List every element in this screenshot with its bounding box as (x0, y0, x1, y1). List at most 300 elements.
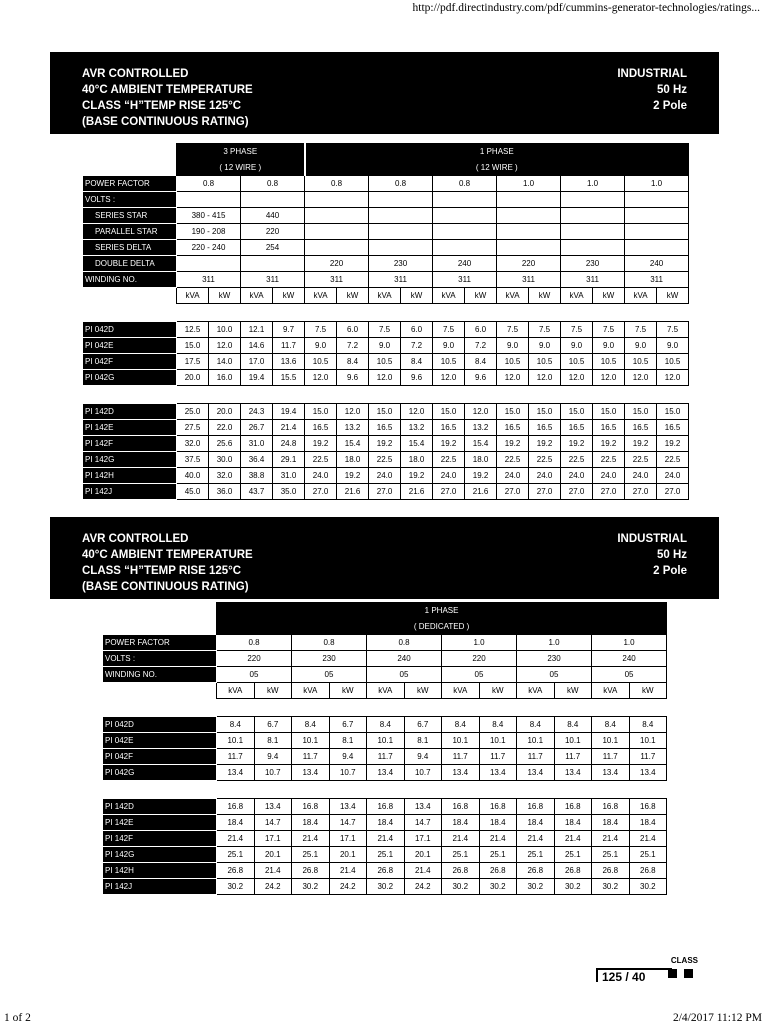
unit-kw-label: kW (404, 683, 442, 699)
unit-kw-label: kW (273, 288, 305, 304)
rating-value-cell: 30.2 (629, 879, 667, 895)
empty-cell (305, 208, 369, 224)
rating-value-cell: 21.4 (292, 831, 330, 847)
rating-value-cell: 11.7 (367, 749, 405, 765)
rating-value-cell: 13.6 (273, 354, 305, 370)
power-factor-value: 1.0 (561, 176, 625, 192)
table-row (103, 765, 667, 781)
model-label: PI 042F (103, 749, 217, 765)
empty-cell (497, 208, 561, 224)
empty-cell (305, 240, 369, 256)
rating-value-cell: 24.0 (561, 468, 593, 484)
rating-value-cell: 27.0 (305, 484, 337, 500)
rating-value-cell: 12.0 (465, 404, 497, 420)
rating-value-cell: 22.5 (433, 452, 465, 468)
rating-value-cell: 21.4 (554, 831, 592, 847)
rating-value-cell: 18.4 (479, 815, 517, 831)
rating-value-cell: 12.0 (657, 370, 689, 386)
rating-banner-1 (50, 52, 719, 134)
banner-line: 40°C AMBIENT TEMPERATURE (82, 84, 253, 96)
table-row (83, 452, 689, 468)
unit-kva-label: kVA (517, 683, 555, 699)
empty-corner (103, 619, 217, 635)
spacer-cell (103, 781, 667, 799)
unit-kw-label: kW (593, 288, 625, 304)
rating-value-cell: 16.5 (497, 420, 529, 436)
rating-value-cell: 24.0 (497, 468, 529, 484)
rating-value-cell: 9.4 (254, 749, 292, 765)
rating-value-cell: 24.2 (329, 879, 367, 895)
rating-value-cell: 9.0 (561, 338, 593, 354)
rating-value-cell: 16.5 (561, 420, 593, 436)
table-row (103, 749, 667, 765)
rating-value-cell: 15.0 (561, 404, 593, 420)
power-factor-value: 0.8 (217, 635, 292, 651)
unit-kva-label: kVA (433, 288, 465, 304)
rating-value-cell: 21.4 (517, 831, 555, 847)
rating-value-cell: 13.4 (292, 765, 330, 781)
rating-value-cell: 9.7 (273, 322, 305, 338)
rating-value-cell: 15.0 (657, 404, 689, 420)
rating-value-cell: 19.2 (497, 436, 529, 452)
rating-value-cell: 18.4 (592, 815, 630, 831)
empty-cell (369, 208, 433, 224)
rating-value-cell: 30.2 (217, 879, 255, 895)
table-row (83, 338, 689, 354)
rating-value-cell: 13.4 (442, 765, 480, 781)
unit-kw-label: kW (254, 683, 292, 699)
rating-value-cell: 19.2 (465, 468, 497, 484)
winding-value: 311 (497, 272, 561, 288)
rating-value-cell: 19.2 (561, 436, 593, 452)
unit-kw-label: kW (329, 683, 367, 699)
rating-value-cell: 35.0 (273, 484, 305, 500)
unit-kw-label: kW (337, 288, 369, 304)
series-delta-label: SERIES DELTA (83, 240, 177, 256)
rating-value-cell: 21.6 (337, 484, 369, 500)
winding-value: 05 (592, 667, 667, 683)
rating-value-cell: 18.4 (292, 815, 330, 831)
spacer-cell (83, 386, 689, 404)
rating-value-cell: 15.0 (497, 404, 529, 420)
rating-value-cell: 13.2 (337, 420, 369, 436)
rating-value-cell: 6.7 (329, 717, 367, 733)
voltage-value: 254 (241, 240, 305, 256)
banner-line: (BASE CONTINUOUS RATING) (82, 581, 249, 593)
series-star-label: SERIES STAR (83, 208, 177, 224)
rating-value-cell: 15.5 (273, 370, 305, 386)
phase-header-row (103, 603, 667, 619)
rating-value-cell: 7.5 (593, 322, 625, 338)
rating-value-cell: 24.0 (369, 468, 401, 484)
table-row (83, 354, 689, 370)
rating-value-cell: 19.2 (369, 436, 401, 452)
rating-value-cell: 29.1 (273, 452, 305, 468)
empty-corner (83, 144, 177, 160)
power-factor-value: 1.0 (517, 635, 592, 651)
rating-value-cell: 25.1 (629, 847, 667, 863)
rating-value-cell: 30.0 (209, 452, 241, 468)
empty-corner (83, 288, 177, 304)
rating-value-cell: 18.0 (401, 452, 433, 468)
one-phase-title: 1 PHASE (217, 603, 667, 619)
rating-value-cell: 40.0 (177, 468, 209, 484)
rating-value-cell: 7.5 (497, 322, 529, 338)
rating-value-cell: 22.5 (369, 452, 401, 468)
rating-value-cell: 11.7 (273, 338, 305, 354)
winding-value: 05 (217, 667, 292, 683)
power-factor-value: 0.8 (367, 635, 442, 651)
rating-table-12-wire (82, 143, 689, 500)
rating-value-cell: 16.5 (305, 420, 337, 436)
rating-value-cell: 11.7 (554, 749, 592, 765)
banner-right-text (617, 66, 687, 114)
rating-value-cell: 8.1 (329, 733, 367, 749)
rating-value-cell: 12.0 (625, 370, 657, 386)
banner-line: AVR CONTROLLED (82, 68, 189, 80)
rating-value-cell: 21.4 (217, 831, 255, 847)
parallel-star-row (83, 224, 689, 240)
class-rating-logo (596, 956, 706, 980)
empty-cell (561, 240, 625, 256)
rating-value-cell: 17.0 (241, 354, 273, 370)
rating-value-cell: 16.8 (592, 799, 630, 815)
rating-value-cell: 10.1 (629, 733, 667, 749)
table-row (83, 404, 689, 420)
rating-value-cell: 16.8 (442, 799, 480, 815)
unit-kva-label: kVA (305, 288, 337, 304)
rating-value-cell: 9.6 (401, 370, 433, 386)
winding-label: WINDING NO. (83, 272, 177, 288)
voltage-value: 440 (241, 208, 305, 224)
rating-value-cell: 8.4 (442, 717, 480, 733)
winding-value: 311 (241, 272, 305, 288)
rating-value-cell: 8.4 (554, 717, 592, 733)
rating-value-cell: 19.2 (433, 436, 465, 452)
table-row (103, 799, 667, 815)
model-label: PI 142G (83, 452, 177, 468)
phase-subheader-row (103, 619, 667, 635)
rating-value-cell: 8.4 (479, 717, 517, 733)
model-label: PI 042F (83, 354, 177, 370)
rating-value-cell: 11.7 (592, 749, 630, 765)
empty-cell (433, 240, 497, 256)
voltage-value: 230 (292, 651, 367, 667)
rating-value-cell: 8.4 (217, 717, 255, 733)
rating-value-cell: 6.7 (254, 717, 292, 733)
rating-value-cell: 24.0 (529, 468, 561, 484)
empty-cell (625, 224, 689, 240)
rating-value-cell: 25.1 (292, 847, 330, 863)
voltage-value: 230 (517, 651, 592, 667)
rating-value-cell: 10.7 (404, 765, 442, 781)
rating-value-cell: 27.0 (561, 484, 593, 500)
table-row (103, 831, 667, 847)
rating-value-cell: 17.5 (177, 354, 209, 370)
rating-value-cell: 18.4 (554, 815, 592, 831)
banner-line: (BASE CONTINUOUS RATING) (82, 116, 249, 128)
rating-value-cell: 18.4 (217, 815, 255, 831)
table-row (103, 863, 667, 879)
rating-value-cell: 21.4 (329, 863, 367, 879)
rating-value-cell: 10.1 (554, 733, 592, 749)
rating-value-cell: 30.2 (367, 879, 405, 895)
voltage-value: 240 (592, 651, 667, 667)
rating-value-cell: 25.1 (592, 847, 630, 863)
rating-value-cell: 9.0 (305, 338, 337, 354)
spacer-row (83, 386, 689, 404)
table-row (83, 484, 689, 500)
rating-table-dedicated (102, 602, 667, 895)
rating-value-cell: 21.4 (273, 420, 305, 436)
voltage-value: 220 (497, 256, 561, 272)
model-label: PI 042E (103, 733, 217, 749)
rating-value-cell: 11.7 (517, 749, 555, 765)
rating-value-cell: 26.8 (442, 863, 480, 879)
rating-value-cell: 19.2 (305, 436, 337, 452)
page-count: 1 of 2 (4, 1012, 31, 1024)
empty-cell (497, 240, 561, 256)
rating-value-cell: 14.7 (254, 815, 292, 831)
power-factor-label: POWER FACTOR (103, 635, 217, 651)
rating-value-cell: 26.8 (367, 863, 405, 879)
unit-kw-label: kW (479, 683, 517, 699)
rating-value-cell: 10.5 (433, 354, 465, 370)
rating-value-cell: 26.8 (479, 863, 517, 879)
table-row (103, 847, 667, 863)
rating-value-cell: 8.4 (401, 354, 433, 370)
rating-value-cell: 26.8 (592, 863, 630, 879)
rating-value-cell: 26.8 (292, 863, 330, 879)
model-label: PI 142J (83, 484, 177, 500)
rating-value-cell: 18.4 (517, 815, 555, 831)
winding-value: 311 (433, 272, 497, 288)
rating-value-cell: 14.0 (209, 354, 241, 370)
voltage-value: 220 (217, 651, 292, 667)
double-delta-row (83, 256, 689, 272)
rating-value-cell: 15.4 (401, 436, 433, 452)
rating-value-cell: 27.0 (657, 484, 689, 500)
rating-value-cell: 12.0 (433, 370, 465, 386)
rating-value-cell: 9.0 (369, 338, 401, 354)
rating-value-cell: 18.0 (337, 452, 369, 468)
rating-value-cell: 13.4 (592, 765, 630, 781)
model-label: PI 142D (83, 404, 177, 420)
rating-value-cell: 9.0 (625, 338, 657, 354)
rating-value-cell: 7.2 (401, 338, 433, 354)
table-row (83, 468, 689, 484)
rating-value-cell: 8.4 (337, 354, 369, 370)
rating-value-cell: 9.0 (497, 338, 529, 354)
power-factor-value: 0.8 (241, 176, 305, 192)
rating-value-cell: 21.4 (367, 831, 405, 847)
banner-left-text (82, 66, 253, 130)
banner-line: CLASS “H”TEMP RISE 125°C (82, 100, 242, 112)
voltage-value: 220 (442, 651, 517, 667)
empty-cell (305, 192, 369, 208)
rating-value-cell: 18.4 (367, 815, 405, 831)
rating-value-cell: 10.7 (254, 765, 292, 781)
unit-row (83, 288, 689, 304)
rating-value-cell: 25.0 (177, 404, 209, 420)
rating-value-cell: 24.0 (657, 468, 689, 484)
rating-value-cell: 7.5 (369, 322, 401, 338)
rating-value-cell: 7.5 (305, 322, 337, 338)
rating-value-cell: 25.1 (367, 847, 405, 863)
three-phase-wire: ( 12 WIRE ) (177, 160, 305, 176)
rating-value-cell: 24.0 (433, 468, 465, 484)
empty-cell (369, 224, 433, 240)
rating-value-cell: 20.0 (209, 404, 241, 420)
rating-value-cell: 10.5 (497, 354, 529, 370)
rating-value-cell: 30.2 (442, 879, 480, 895)
power-factor-value: 1.0 (625, 176, 689, 192)
rating-value-cell: 13.4 (367, 765, 405, 781)
rating-value-cell: 27.0 (497, 484, 529, 500)
power-factor-value: 1.0 (442, 635, 517, 651)
empty-cell (305, 224, 369, 240)
rating-value-cell: 12.0 (561, 370, 593, 386)
rating-value-cell: 7.5 (625, 322, 657, 338)
banner-line: INDUSTRIAL (617, 68, 687, 80)
rating-value-cell: 24.2 (404, 879, 442, 895)
unit-kva-label: kVA (217, 683, 255, 699)
rating-value-cell: 31.0 (273, 468, 305, 484)
rating-value-cell: 20.1 (404, 847, 442, 863)
rating-banner-2 (50, 517, 719, 599)
power-factor-row (83, 176, 689, 192)
rating-value-cell: 15.0 (625, 404, 657, 420)
rating-value-cell: 6.0 (401, 322, 433, 338)
rating-value-cell: 24.2 (254, 879, 292, 895)
rating-value-cell: 14.6 (241, 338, 273, 354)
rating-value-cell: 13.4 (329, 799, 367, 815)
rating-value-cell: 12.5 (177, 322, 209, 338)
rating-value-cell: 7.5 (529, 322, 561, 338)
winding-row (83, 272, 689, 288)
rating-value-cell: 24.0 (305, 468, 337, 484)
empty-cell (625, 192, 689, 208)
rating-value-cell: 22.5 (529, 452, 561, 468)
rating-value-cell: 11.7 (479, 749, 517, 765)
rating-value-cell: 22.0 (209, 420, 241, 436)
rating-value-cell: 27.0 (369, 484, 401, 500)
class-word: CLASS (670, 956, 698, 965)
rating-value-cell: 6.0 (337, 322, 369, 338)
rating-value-cell: 31.0 (241, 436, 273, 452)
rating-value-cell: 13.4 (254, 799, 292, 815)
model-label: PI 142F (103, 831, 217, 847)
model-label: PI 142G (103, 847, 217, 863)
unit-kw-label: kW (209, 288, 241, 304)
rating-value-cell: 12.0 (369, 370, 401, 386)
rating-value-cell: 7.2 (465, 338, 497, 354)
rating-value-cell: 6.0 (465, 322, 497, 338)
rating-value-cell: 24.0 (625, 468, 657, 484)
rating-value-cell: 21.4 (629, 831, 667, 847)
rating-value-cell: 10.7 (329, 765, 367, 781)
rating-value-cell: 38.8 (241, 468, 273, 484)
rating-value-cell: 7.5 (433, 322, 465, 338)
unit-kw-label: kW (401, 288, 433, 304)
winding-row (103, 667, 667, 683)
series-delta-row (83, 240, 689, 256)
parallel-star-label: PARALLEL STAR (83, 224, 177, 240)
volts-label: VOLTS : (103, 651, 217, 667)
rating-value-cell: 13.4 (554, 765, 592, 781)
rating-value-cell: 11.7 (292, 749, 330, 765)
rating-value-cell: 8.4 (629, 717, 667, 733)
winding-value: 05 (292, 667, 367, 683)
voltage-value: 380 - 415 (177, 208, 241, 224)
empty-cell (625, 208, 689, 224)
phase-subheader-row (83, 160, 689, 176)
banner-line: 40°C AMBIENT TEMPERATURE (82, 549, 253, 561)
spacer-row (103, 781, 667, 799)
rating-value-cell: 7.5 (657, 322, 689, 338)
rating-value-cell: 37.5 (177, 452, 209, 468)
rating-value-cell: 8.1 (404, 733, 442, 749)
power-factor-value: 0.8 (177, 176, 241, 192)
power-factor-value: 1.0 (497, 176, 561, 192)
rating-value-cell: 16.5 (433, 420, 465, 436)
rating-value-cell: 9.4 (329, 749, 367, 765)
winding-value: 05 (367, 667, 442, 683)
voltage-value: 240 (625, 256, 689, 272)
banner-line: AVR CONTROLLED (82, 533, 189, 545)
rating-value-cell: 10.5 (561, 354, 593, 370)
rating-value-cell: 15.0 (369, 404, 401, 420)
empty-corner (103, 603, 217, 619)
rating-value-cell: 22.5 (593, 452, 625, 468)
rating-value-cell: 26.8 (217, 863, 255, 879)
pdf-url: http://pdf.directindustry.com/pdf/cummins-generator-technologies/ratings... (412, 2, 760, 14)
rating-value-cell: 32.0 (177, 436, 209, 452)
rating-value-cell: 19.4 (273, 404, 305, 420)
model-label: PI 142H (83, 468, 177, 484)
unit-row (103, 683, 667, 699)
rating-value-cell: 10.5 (529, 354, 561, 370)
voltage-value: 220 (305, 256, 369, 272)
rating-value-cell: 12.0 (305, 370, 337, 386)
rating-value-cell: 25.6 (209, 436, 241, 452)
empty-cell (369, 192, 433, 208)
rating-value-cell: 36.0 (209, 484, 241, 500)
model-label: PI 142E (83, 420, 177, 436)
power-factor-value: 0.8 (433, 176, 497, 192)
table-row (83, 420, 689, 436)
unit-kva-label: kVA (241, 288, 273, 304)
rating-value-cell: 26.8 (554, 863, 592, 879)
unit-kva-label: kVA (177, 288, 209, 304)
rating-value-cell: 25.1 (217, 847, 255, 863)
table-row (83, 436, 689, 452)
rating-value-cell: 15.0 (433, 404, 465, 420)
rating-value-cell: 30.2 (479, 879, 517, 895)
power-factor-value: 0.8 (292, 635, 367, 651)
rating-value-cell: 16.0 (209, 370, 241, 386)
spacer-cell (83, 304, 689, 322)
rating-value-cell: 16.8 (217, 799, 255, 815)
voltage-value: 240 (433, 256, 497, 272)
voltage-value: 230 (561, 256, 625, 272)
rating-value-cell: 15.4 (337, 436, 369, 452)
rating-value-cell: 10.1 (442, 733, 480, 749)
rating-value-cell: 15.0 (593, 404, 625, 420)
rating-value-cell: 12.0 (497, 370, 529, 386)
rating-value-cell: 16.8 (517, 799, 555, 815)
rating-value-cell: 24.3 (241, 404, 273, 420)
